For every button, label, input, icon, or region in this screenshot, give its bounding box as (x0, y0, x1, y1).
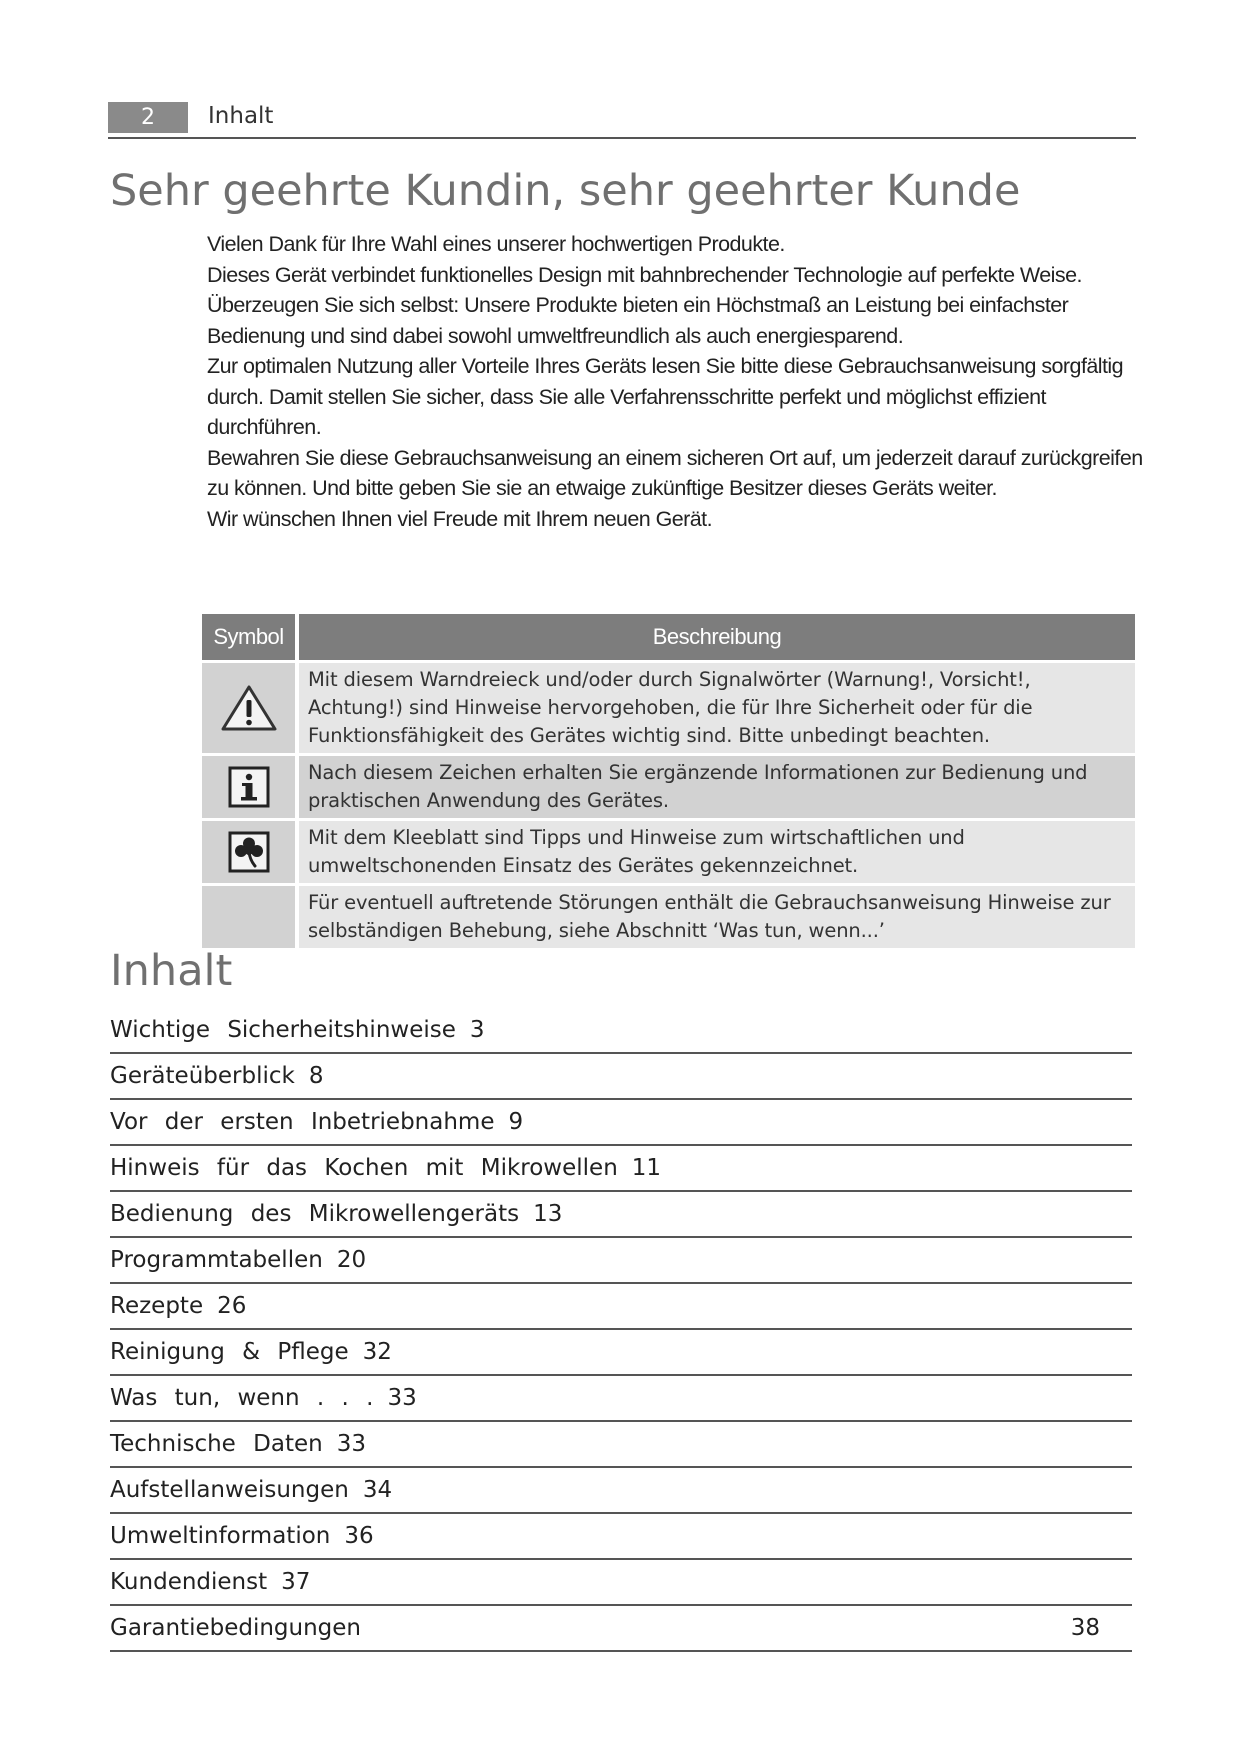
toc-entry-label: Wichtige Sicherheitshinweise (110, 1017, 456, 1043)
toc-entry[interactable] (110, 1192, 1132, 1238)
toc-entry-label: Rezepte (110, 1293, 204, 1319)
toc-entry-label: Geräteüberblick (110, 1063, 295, 1089)
toc-entry-page: 36 (344, 1523, 374, 1549)
toc-entry[interactable] (110, 1514, 1132, 1560)
symbol-table-row (202, 756, 1135, 818)
toc-entry-label: Technische Daten (110, 1431, 323, 1457)
toc-entry-page: 13 (533, 1201, 563, 1227)
toc-entry-page: 9 (508, 1109, 524, 1135)
toc-entry[interactable] (110, 1054, 1132, 1100)
symbol-cell (202, 821, 295, 883)
toc-entry-label: Reinigung & Pflege (110, 1339, 349, 1365)
toc-entry-label: Garantiebedingungen (110, 1615, 362, 1641)
symbol-description: Mit diesem Warndreieck und/oder durch Signalwörter (Warnung!, Vorsicht!, Achtung!) sind Hinweise hervorgehoben, die für Ihre Sicherheit oder für die Funktionsfähigkeit des Gerätes wichtig sind. Bitte unbedingt beachten. (299, 663, 1135, 753)
symbol-table-row (202, 886, 1135, 948)
toc-entry[interactable] (110, 1100, 1132, 1146)
symbol-table (202, 614, 1135, 948)
toc-entry[interactable] (110, 1606, 1132, 1652)
toc-entry-page: 33 (387, 1385, 417, 1411)
symbol-cell (202, 886, 295, 948)
intro-paragraph: Vielen Dank für Ihre Wahl eines unserer hochwertigen Produkte. (207, 232, 785, 256)
toc-entry-page: 34 (362, 1477, 393, 1503)
toc-entry-page: 37 (281, 1569, 311, 1595)
toc-entry-label: Umweltinformation (110, 1523, 331, 1549)
toc-entry[interactable] (110, 1422, 1132, 1468)
toc-entry[interactable] (110, 1008, 1132, 1054)
toc-entry-page: 20 (336, 1247, 367, 1273)
toc-entry-page: 11 (631, 1155, 662, 1181)
toc-entry-label: Bedienung des Mikrowellengeräts (110, 1201, 520, 1227)
header-section-title: Inhalt (208, 103, 274, 129)
toc-entry-label: Programmtabellen (110, 1247, 323, 1273)
cloverleaf-icon (227, 830, 271, 874)
symbol-description: Mit dem Kleeblatt sind Tipps und Hinweise zum wirtschaftlichen und umweltschonenden Einsatz des Gerätes gekennzeichnet. (299, 821, 1135, 883)
info-icon (227, 765, 271, 809)
toc-entry[interactable] (110, 1330, 1132, 1376)
symbol-column-header: Symbol (202, 614, 295, 660)
toc-entry-page: 8 (308, 1063, 324, 1089)
toc-entry[interactable] (110, 1376, 1132, 1422)
toc-entry[interactable] (110, 1146, 1132, 1192)
symbol-table-row (202, 821, 1135, 883)
description-column-header: Beschreibung (299, 614, 1135, 660)
intro-paragraph: Dieses Gerät verbindet funktionelles Design mit bahnbrechender Technologie auf perfekte Weise. (207, 262, 1082, 287)
toc-entry-label: Hinweis für das Kochen mit Mikrowellen (110, 1155, 618, 1181)
toc-entry[interactable] (110, 1284, 1132, 1330)
toc-entry[interactable] (110, 1238, 1132, 1284)
toc-entry-label: Was tun, wenn . . . (110, 1385, 374, 1411)
toc-entry[interactable] (110, 1560, 1132, 1606)
symbol-description: Nach diesem Zeichen erhalten Sie ergänzende Informationen zur Bedienung und praktischen Anwendung des Gerätes. (299, 756, 1135, 818)
page-title: Sehr geehrte Kundin, sehr geehrter Kunde (110, 166, 1021, 216)
symbol-table-row (202, 663, 1135, 753)
table-of-contents (110, 1008, 1132, 1652)
symbol-cell (202, 756, 295, 818)
page-number: 2 (108, 102, 188, 133)
intro-paragraph: Bewahren Sie diese Gebrauchsanweisung an einem sicheren Ort auf, um jederzeit darauf zurückgreifen zu können. Und bitte geben Sie sie an etwaige zukünftige Besitzer dieses Geräts weiter. (207, 445, 1143, 500)
toc-entry-page: 3 (469, 1017, 485, 1043)
symbol-description: Für eventuell auftretende Störungen enthält die Gebrauchsanweisung Hinweise zur selbständigen Behebung, siehe Abschnitt ‘Was tun, wenn...’ (299, 886, 1135, 948)
toc-entry-page: 33 (336, 1431, 366, 1457)
intro-paragraph: Überzeugen Sie sich selbst: Unsere Produkte bieten ein Höchstmaß an Leistung bei einfachster Bedienung und sind dabei sowohl umweltfreundlich als auch energiesparend. (207, 293, 1069, 348)
page-header (108, 100, 1136, 139)
toc-entry[interactable] (110, 1468, 1132, 1514)
toc-entry-page: 26 (217, 1293, 247, 1319)
toc-title: Inhalt (110, 946, 233, 996)
toc-entry-label: Aufstellanweisungen (110, 1477, 349, 1503)
warning-triangle-icon (220, 683, 278, 733)
intro-paragraph: Zur optimalen Nutzung aller Vorteile Ihres Geräts lesen Sie bitte diese Gebrauchsanweisung sorgfältig durch. Damit stellen Sie sicher, dass Sie alle Verfahrensschritte perfekt und möglichst effizient durchführen. (207, 354, 1124, 439)
intro-paragraph: Wir wünschen Ihnen viel Freude mit Ihrem neuen Gerät. (207, 506, 713, 531)
toc-entry-page: 38 (1070, 1615, 1100, 1641)
symbol-cell (202, 663, 295, 753)
intro-text (207, 229, 1147, 534)
toc-entry-label: Kundendienst (110, 1569, 268, 1595)
toc-entry-page: 32 (362, 1339, 392, 1365)
symbol-table-header (202, 614, 1135, 660)
toc-entry-label: Vor der ersten Inbetriebnahme (110, 1109, 495, 1135)
